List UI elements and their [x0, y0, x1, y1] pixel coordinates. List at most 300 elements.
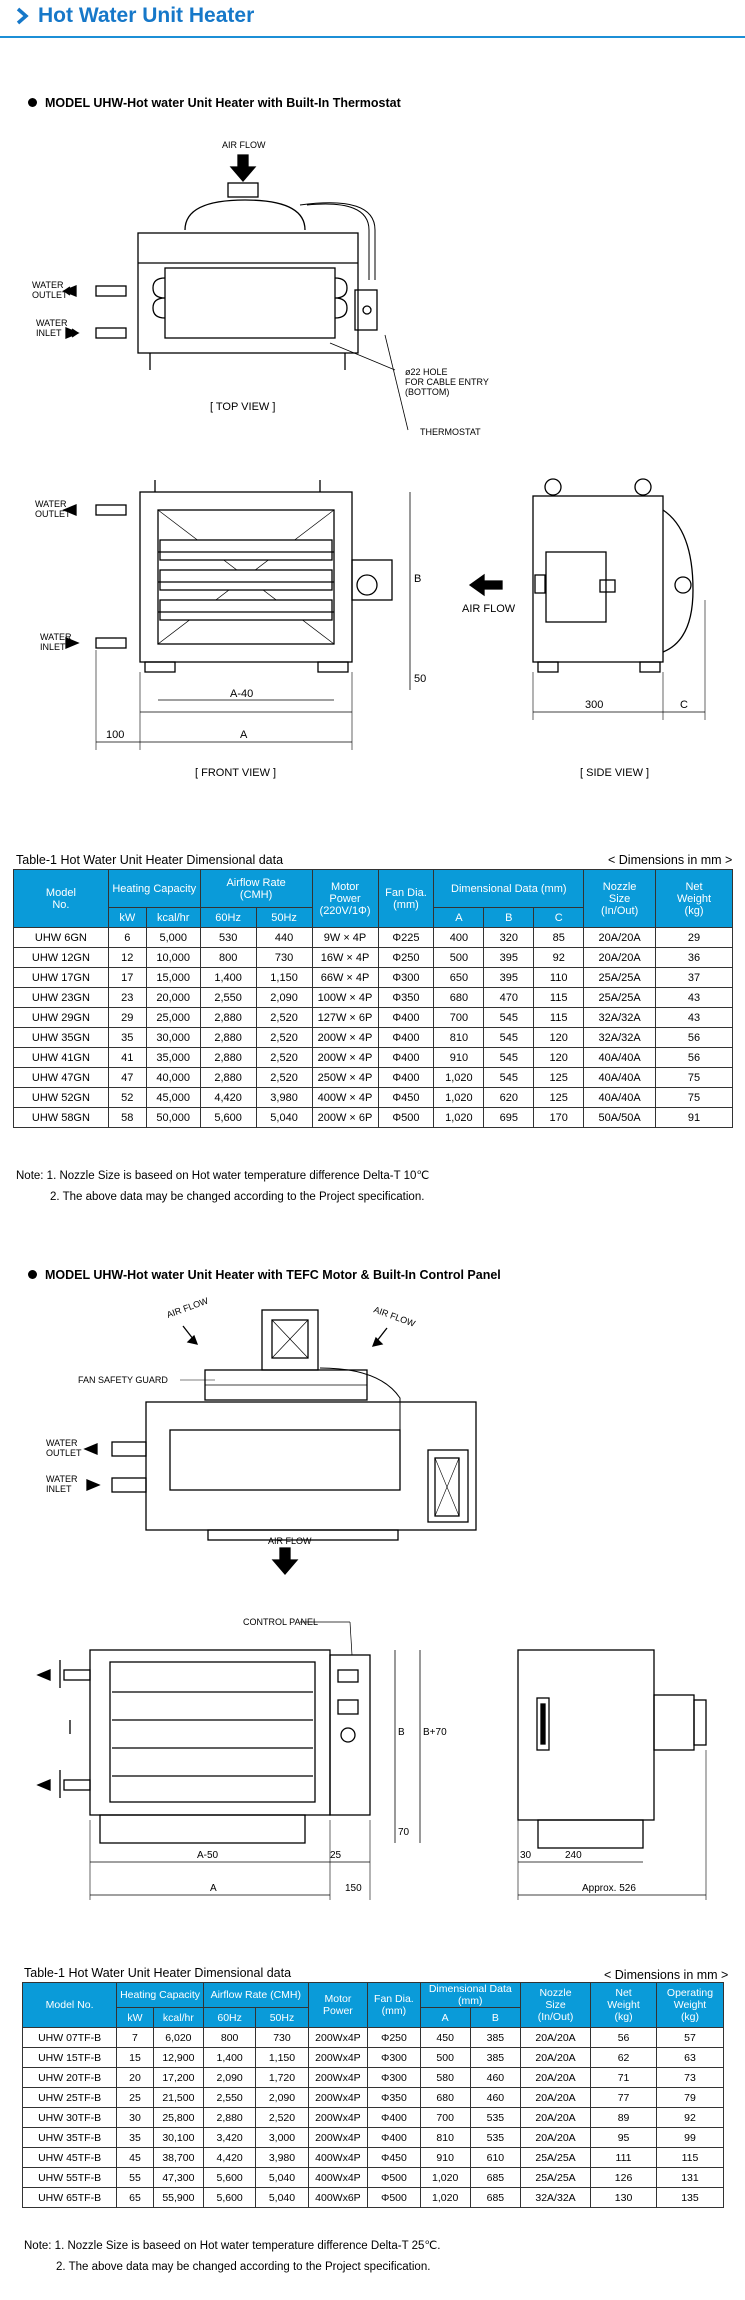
table-cell: 5,040	[256, 2188, 308, 2208]
th2-a: A	[420, 2008, 470, 2028]
table-cell: 35,000	[146, 1048, 200, 1068]
th2-net-weight: Net Weight (kg)	[591, 1983, 657, 2028]
table-cell: 15	[117, 2048, 154, 2068]
th2-heating: Heating Capacity	[117, 1983, 204, 2008]
table-cell: UHW 65TF-B	[23, 2188, 117, 2208]
dim-a40: A-40	[230, 688, 254, 700]
table-cell: 1,020	[420, 2188, 470, 2208]
water-outlet-front-2: OUTLET	[35, 509, 71, 519]
dim-a50: A-50	[197, 1850, 219, 1861]
water-outlet-2b: OUTLET	[46, 1448, 82, 1458]
table-cell: 21,500	[153, 2088, 203, 2108]
th-dimensional: Dimensional Data (mm)	[434, 870, 584, 908]
th2-fan: Fan Dia. (mm)	[368, 1983, 420, 2028]
table-cell: UHW 41GN	[14, 1048, 109, 1068]
table-cell: 2,520	[256, 1028, 312, 1048]
table-cell: 56	[656, 1028, 733, 1048]
table-cell: 55,900	[153, 2188, 203, 2208]
table-cell: 535	[470, 2108, 520, 2128]
table-cell: 5,600	[200, 1108, 256, 1128]
table-cell: 62	[591, 2048, 657, 2068]
table-cell: Φ450	[368, 2148, 420, 2168]
table-cell: 79	[656, 2088, 723, 2108]
th-fan: Fan Dia. (mm)	[378, 870, 434, 928]
table-cell: 120	[534, 1048, 584, 1068]
table-cell: UHW 45TF-B	[23, 2148, 117, 2168]
dim-b-2: B	[398, 1727, 405, 1738]
fan-guard-label: FAN SAFETY GUARD	[78, 1375, 168, 1385]
dim-30: 30	[520, 1850, 532, 1861]
table-row	[14, 1068, 733, 1088]
table-cell: 680	[434, 988, 484, 1008]
water-inlet-front-1: WATER	[40, 632, 72, 642]
table-cell: UHW 52GN	[14, 1088, 109, 1108]
side-view	[470, 479, 705, 720]
table-cell: 400Wx4P	[308, 2168, 368, 2188]
front-view-label: [ FRONT VIEW ]	[195, 767, 277, 779]
table-row	[14, 1048, 733, 1068]
table-cell: Φ350	[378, 988, 434, 1008]
section2-title-row	[28, 1268, 501, 1282]
table-cell: 20A/20A	[520, 2048, 590, 2068]
table-row	[23, 2188, 724, 2208]
air-flow-label: AIR FLOW	[222, 140, 266, 150]
table-cell: Φ500	[368, 2168, 420, 2188]
table-cell: 25A/25A	[584, 988, 656, 1008]
table-cell: UHW 20TF-B	[23, 2068, 117, 2088]
table-cell: 910	[420, 2148, 470, 2168]
table-cell: 92	[656, 2108, 723, 2128]
table-cell: 810	[434, 1028, 484, 1048]
table-cell: 535	[470, 2128, 520, 2148]
table-cell: 3,420	[203, 2128, 255, 2148]
dim-70: 70	[398, 1827, 410, 1838]
table-cell: 1,020	[434, 1068, 484, 1088]
table-cell: 85	[534, 928, 584, 948]
table-cell: UHW 35TF-B	[23, 2128, 117, 2148]
table-cell: 40A/40A	[584, 1068, 656, 1088]
dim-25: 25	[330, 1850, 342, 1861]
table-cell: Φ400	[378, 1028, 434, 1048]
table-cell: UHW 12GN	[14, 948, 109, 968]
table-cell: 25	[117, 2088, 154, 2108]
table-cell: Φ400	[368, 2108, 420, 2128]
air-flow-right: AIR FLOW	[372, 1304, 417, 1329]
table-cell: 120	[534, 1028, 584, 1048]
th-nozzle: Nozzle Size (In/Out)	[584, 870, 656, 928]
table-cell: 730	[256, 948, 312, 968]
table-cell: 43	[656, 1008, 733, 1028]
table-cell: UHW 30TF-B	[23, 2108, 117, 2128]
table-cell: 5,600	[203, 2168, 255, 2188]
table-cell: 450	[420, 2028, 470, 2048]
table-cell: 32A/32A	[520, 2188, 590, 2208]
table-cell: 25,800	[153, 2108, 203, 2128]
table-cell: 4,420	[203, 2148, 255, 2168]
table-cell: 15,000	[146, 968, 200, 988]
table-cell: UHW 23GN	[14, 988, 109, 1008]
air-flow-side: AIR FLOW	[462, 603, 516, 615]
table-cell: 700	[420, 2108, 470, 2128]
table-cell: 135	[656, 2188, 723, 2208]
table-cell: 470	[484, 988, 534, 1008]
table-cell: 40A/40A	[584, 1048, 656, 1068]
table-cell: 3,980	[256, 1088, 312, 1108]
table-cell: 200Wx4P	[308, 2028, 368, 2048]
table-cell: 5,040	[256, 1108, 312, 1128]
th-c: C	[534, 908, 584, 928]
table-cell: 58	[108, 1108, 146, 1128]
table-cell: 580	[420, 2068, 470, 2088]
table-cell: 200Wx4P	[308, 2048, 368, 2068]
table-cell: UHW 17GN	[14, 968, 109, 988]
table-cell: UHW 15TF-B	[23, 2048, 117, 2068]
dim-150: 150	[345, 1883, 362, 1894]
table-cell: 25,000	[146, 1008, 200, 1028]
dim-526: Approx. 526	[582, 1883, 636, 1894]
hole-note-1: ø22 HOLE	[405, 367, 448, 377]
side-view-label: [ SIDE VIEW ]	[580, 767, 650, 779]
table-cell: 20A/20A	[520, 2068, 590, 2088]
table-cell: UHW 58GN	[14, 1108, 109, 1128]
dim-a-2: A	[210, 1883, 217, 1894]
table-cell: 385	[470, 2028, 520, 2048]
th-a: A	[434, 908, 484, 928]
table-cell: 125	[534, 1088, 584, 1108]
section2-note-1: Note: 1. Nozzle Size is baseed on Hot water temperature difference Delta-T 25℃.	[24, 2240, 441, 2252]
dim-100: 100	[106, 729, 125, 741]
air-flow-bottom: AIR FLOW	[268, 1536, 312, 1546]
table-cell: 30,100	[153, 2128, 203, 2148]
table-cell: 37	[656, 968, 733, 988]
th-heating: Heating Capacity	[108, 870, 200, 908]
chevron-right-icon	[14, 6, 30, 26]
th-kw: kW	[108, 908, 146, 928]
table-row	[14, 1108, 733, 1128]
table-cell: 16W × 4P	[312, 948, 378, 968]
table-cell: 620	[484, 1088, 534, 1108]
top-view	[64, 140, 408, 430]
table-cell: 545	[484, 1068, 534, 1088]
water-outlet-2a: WATER	[46, 1438, 78, 1448]
table-cell: 20A/20A	[520, 2028, 590, 2048]
table-cell: 56	[656, 1048, 733, 1068]
table-cell: 75	[656, 1088, 733, 1108]
table-cell: 800	[200, 948, 256, 968]
air-flow-left: AIR FLOW	[165, 1295, 210, 1320]
table-cell: 695	[484, 1108, 534, 1128]
section1-title: MODEL UHW-Hot water Unit Heater with Built-In Thermostat	[45, 96, 401, 110]
table-cell: Φ300	[368, 2048, 420, 2068]
table-cell: 1,400	[200, 968, 256, 988]
table-cell: 700	[434, 1008, 484, 1028]
table-cell: 800	[203, 2028, 255, 2048]
table1	[13, 869, 733, 1128]
table-cell: 2,090	[256, 988, 312, 1008]
table-cell: 650	[434, 968, 484, 988]
table-cell: 20A/20A	[584, 948, 656, 968]
table-cell: 395	[484, 948, 534, 968]
th2-nozzle: Nozzle Size (In/Out)	[520, 1983, 590, 2028]
table-row	[14, 948, 733, 968]
water-inlet-2b: INLET	[46, 1484, 72, 1494]
table-cell: 130	[591, 2188, 657, 2208]
table-cell: Φ400	[378, 1068, 434, 1088]
table2-body	[23, 2028, 724, 2208]
section1-note-1: Note: 1. Nozzle Size is baseed on Hot water temperature difference Delta-T 10℃	[16, 1170, 430, 1182]
th-weight: Net Weight (kg)	[656, 870, 733, 928]
table-cell: 57	[656, 2028, 723, 2048]
table-cell: 4,420	[200, 1088, 256, 1108]
table-cell: 730	[256, 2028, 308, 2048]
table-cell: 1,020	[420, 2168, 470, 2188]
water-outlet-label-1: WATER	[32, 280, 64, 290]
table-cell: 1,720	[256, 2068, 308, 2088]
table-cell: 2,520	[256, 1068, 312, 1088]
table-cell: 10,000	[146, 948, 200, 968]
table-cell: 6,020	[153, 2028, 203, 2048]
table-cell: 1,150	[256, 2048, 308, 2068]
th2-kw: kW	[117, 2008, 154, 2028]
table-cell: 32A/32A	[584, 1008, 656, 1028]
table-cell: 460	[470, 2068, 520, 2088]
table-cell: 56	[591, 2028, 657, 2048]
table-cell: 20A/20A	[584, 928, 656, 948]
page-title: Hot Water Unit Heater	[38, 4, 255, 27]
section1-note-2: 2. The above data may be changed according to the Project specification.	[50, 1191, 425, 1203]
table-cell: 91	[656, 1108, 733, 1128]
dim-240: 240	[565, 1850, 582, 1861]
table-cell: 38,700	[153, 2148, 203, 2168]
table-cell: 77	[591, 2088, 657, 2108]
table-cell: 30,000	[146, 1028, 200, 1048]
table-cell: Φ400	[378, 1008, 434, 1028]
table-cell: 47,300	[153, 2168, 203, 2188]
th2-dimensional: Dimensional Data (mm)	[420, 1983, 520, 2008]
table-cell: UHW 35GN	[14, 1028, 109, 1048]
table-cell: 47	[108, 1068, 146, 1088]
page-header	[0, 0, 745, 38]
table-cell: 5,600	[203, 2188, 255, 2208]
table-cell: 610	[470, 2148, 520, 2168]
table-cell: 115	[534, 988, 584, 1008]
table-cell: 460	[470, 2088, 520, 2108]
table-cell: 250W × 4P	[312, 1068, 378, 1088]
table-row	[23, 2068, 724, 2088]
table-cell: 9W × 4P	[312, 928, 378, 948]
table-cell: 6	[108, 928, 146, 948]
table-cell: 2,520	[256, 2108, 308, 2128]
thermostat-label: THERMOSTAT	[420, 427, 481, 437]
table-cell: Φ500	[368, 2188, 420, 2208]
table-row	[23, 2128, 724, 2148]
table-cell: 50,000	[146, 1108, 200, 1128]
table-cell: 200W × 4P	[312, 1028, 378, 1048]
section2-title: MODEL UHW-Hot water Unit Heater with TEFC Motor & Built-In Control Panel	[45, 1268, 501, 1282]
dim-50: 50	[414, 673, 427, 685]
table-cell: Φ350	[368, 2088, 420, 2108]
section2-drawing	[0, 1290, 745, 1955]
table2-dimensions-note: < Dimensions in mm >	[604, 1968, 729, 1982]
table-cell: 36	[656, 948, 733, 968]
th2-kcal: kcal/hr	[153, 2008, 203, 2028]
water-inlet-front-2: INLET	[40, 642, 66, 652]
table-cell: 125	[534, 1068, 584, 1088]
table-cell: 2,090	[256, 2088, 308, 2108]
table-cell: 25A/25A	[584, 968, 656, 988]
th2-op-weight: Operating Weight (kg)	[656, 1983, 723, 2028]
th2-model: Model No.	[23, 1983, 117, 2028]
table-cell: 2,550	[203, 2088, 255, 2108]
table1-body	[14, 928, 733, 1128]
control-panel-label: CONTROL PANEL	[243, 1617, 319, 1627]
dim-c: C	[680, 699, 688, 711]
table-cell: 111	[591, 2148, 657, 2168]
table-cell: UHW 07TF-B	[23, 2028, 117, 2048]
table-cell: 500	[434, 948, 484, 968]
table-cell: 3,980	[256, 2148, 308, 2168]
table-cell: 200W × 4P	[312, 1048, 378, 1068]
th-kcal: kcal/hr	[146, 908, 200, 928]
table-cell: Φ225	[378, 928, 434, 948]
table-cell: 2,090	[203, 2068, 255, 2088]
table-cell: 43	[656, 988, 733, 1008]
table-cell: 200Wx4P	[308, 2128, 368, 2148]
hole-note-2: FOR CABLE ENTRY	[405, 377, 489, 387]
th-b: B	[484, 908, 534, 928]
table-cell: 2,520	[256, 1048, 312, 1068]
table-cell: 100W × 4P	[312, 988, 378, 1008]
table-row	[23, 2088, 724, 2108]
table-cell: 5,040	[256, 2168, 308, 2188]
table-cell: Φ250	[378, 948, 434, 968]
table-cell: 810	[420, 2128, 470, 2148]
table-cell: Φ400	[378, 1048, 434, 1068]
table-cell: 400Wx4P	[308, 2148, 368, 2168]
th-50hz: 50Hz	[256, 908, 312, 928]
table-cell: 320	[484, 928, 534, 948]
table-cell: 1,400	[203, 2048, 255, 2068]
table-cell: 3,000	[256, 2128, 308, 2148]
dim-300: 300	[585, 699, 604, 711]
table-cell: 115	[656, 2148, 723, 2168]
table-cell: UHW 29GN	[14, 1008, 109, 1028]
table1-dimensions-note: < Dimensions in mm >	[608, 853, 733, 867]
table-cell: 25A/25A	[520, 2168, 590, 2188]
table-cell: 29	[108, 1008, 146, 1028]
table-cell: 685	[470, 2168, 520, 2188]
table-cell: 52	[108, 1088, 146, 1108]
table-cell: Φ300	[378, 968, 434, 988]
table-cell: 200Wx4P	[308, 2068, 368, 2088]
table-cell: 2,520	[256, 1008, 312, 1028]
table-cell: 115	[534, 1008, 584, 1028]
table-cell: 395	[484, 968, 534, 988]
table-cell: 2,880	[200, 1068, 256, 1088]
table-cell: 12,900	[153, 2048, 203, 2068]
table-cell: 2,880	[200, 1048, 256, 1068]
water-outlet-front-1: WATER	[35, 499, 67, 509]
hole-note-3: (BOTTOM)	[405, 387, 450, 397]
table-cell: 1,020	[434, 1108, 484, 1128]
tefc-side-view	[518, 1650, 706, 1900]
table-cell: 685	[470, 2188, 520, 2208]
table-cell: 23	[108, 988, 146, 1008]
th2-60hz: 60Hz	[203, 2008, 255, 2028]
table-cell: Φ500	[378, 1108, 434, 1128]
table-cell: 17,200	[153, 2068, 203, 2088]
table-row	[23, 2028, 724, 2048]
table-row	[14, 928, 733, 948]
table-cell: UHW 55TF-B	[23, 2168, 117, 2188]
section1-title-row	[28, 96, 401, 110]
table-cell: Φ250	[368, 2028, 420, 2048]
table-cell: 35	[108, 1028, 146, 1048]
table-cell: UHW 25TF-B	[23, 2088, 117, 2108]
dim-a: A	[240, 729, 248, 741]
table-cell: 35	[117, 2128, 154, 2148]
table-row	[14, 988, 733, 1008]
table-cell: 530	[200, 928, 256, 948]
table-cell: 45,000	[146, 1088, 200, 1108]
table-row	[23, 2168, 724, 2188]
table-cell: 25A/25A	[520, 2148, 590, 2168]
table-cell: UHW 6GN	[14, 928, 109, 948]
th-airflow: Airflow Rate (CMH)	[200, 870, 312, 908]
table-cell: 7	[117, 2028, 154, 2048]
tefc-top-view	[85, 1310, 476, 1574]
table-cell: 89	[591, 2108, 657, 2128]
table-cell: 20A/20A	[520, 2108, 590, 2128]
th2-b: B	[470, 2008, 520, 2028]
table-cell: 110	[534, 968, 584, 988]
table-row	[14, 968, 733, 988]
table-cell: 55	[117, 2168, 154, 2188]
table-cell: 41	[108, 1048, 146, 1068]
th2-airflow: Airflow Rate (CMH)	[203, 1983, 308, 2008]
table2-caption: Table-1 Hot Water Unit Heater Dimensional data	[24, 1966, 292, 1980]
table-cell: 92	[534, 948, 584, 968]
table-cell: 127W × 6P	[312, 1008, 378, 1028]
table-cell: 200Wx4P	[308, 2108, 368, 2128]
table-row	[23, 2148, 724, 2168]
th-60hz: 60Hz	[200, 908, 256, 928]
table-cell: 20A/20A	[520, 2088, 590, 2108]
table-cell: 545	[484, 1008, 534, 1028]
table-cell: 5,000	[146, 928, 200, 948]
table-cell: 680	[420, 2088, 470, 2108]
table-cell: 29	[656, 928, 733, 948]
section2-note-2: 2. The above data may be changed according to the Project specification.	[56, 2261, 431, 2273]
table-row	[14, 1008, 733, 1028]
table-cell: 545	[484, 1048, 534, 1068]
table-cell: 40,000	[146, 1068, 200, 1088]
table-cell: 1,150	[256, 968, 312, 988]
table-cell: 200W × 6P	[312, 1108, 378, 1128]
table-cell: 30	[117, 2108, 154, 2128]
table-cell: 40A/40A	[584, 1088, 656, 1108]
table-cell: 385	[470, 2048, 520, 2068]
table-cell: 73	[656, 2068, 723, 2088]
top-view-label: [ TOP VIEW ]	[210, 401, 276, 413]
bullet-icon	[28, 98, 37, 107]
water-inlet-2a: WATER	[46, 1474, 78, 1484]
table-cell: 71	[591, 2068, 657, 2088]
bullet-icon	[28, 1270, 37, 1279]
dim-b70: B+70	[423, 1727, 447, 1738]
table-cell: 17	[108, 968, 146, 988]
table-cell: 32A/32A	[584, 1028, 656, 1048]
